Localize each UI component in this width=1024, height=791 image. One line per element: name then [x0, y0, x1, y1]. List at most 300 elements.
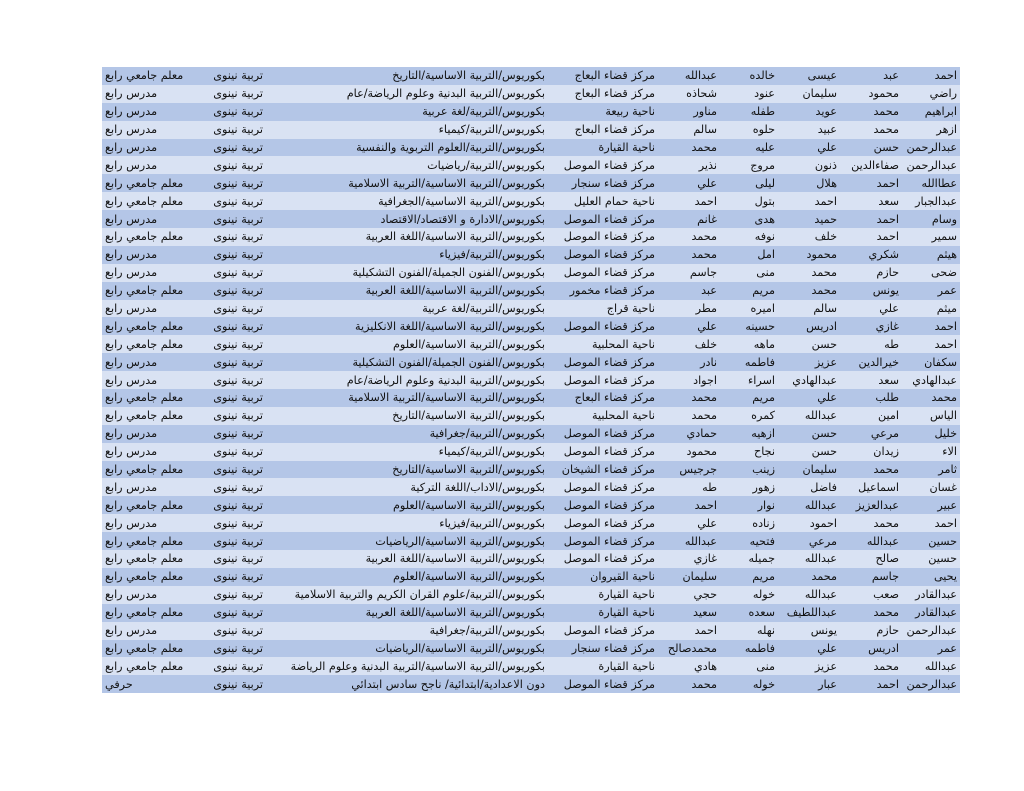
table-row — [102, 622, 960, 640]
cell-qualification: بكوريوس/الادارة و الاقتصاد/الاقتصاد — [266, 210, 548, 228]
cell-mother-father-name: حمادي — [658, 425, 720, 443]
table-row — [102, 174, 960, 192]
cell-grandfather-name: عبدالهادي — [778, 371, 840, 389]
cell-job-title: معلم جامعي رابع — [102, 192, 198, 210]
cell-father-name: ادريس — [840, 640, 902, 658]
cell-mother-father-name: محمد — [658, 389, 720, 407]
cell-grandfather-name: عبدالله — [778, 586, 840, 604]
cell-qualification: بكوريوس/التربية البدنية وعلوم الرياضة/عام — [266, 371, 548, 389]
cell-mother-father-name: سعيد — [658, 604, 720, 622]
cell-qualification: بكوريوس/التربية الاساسية/العلوم — [266, 496, 548, 514]
cell-directorate: تربية نينوى — [198, 67, 266, 85]
cell-grandfather-name: عويد — [778, 103, 840, 121]
cell-father-name: سعد — [840, 192, 902, 210]
cell-father-name: احمد — [840, 675, 902, 693]
table-row — [102, 156, 960, 174]
table-row — [102, 121, 960, 139]
table-row — [102, 461, 960, 479]
cell-qualification: بكوريوس/التربية الاساسية/التاريخ — [266, 461, 548, 479]
cell-qualification: بكوريوس/التربية الاساسية/الرياضيات — [266, 532, 548, 550]
cell-job-title: مدرس رابع — [102, 210, 198, 228]
cell-grandfather-name: علي — [778, 389, 840, 407]
cell-location: مركز قضاء الموصل — [548, 246, 658, 264]
cell-mother-father-name: عبدالله — [658, 532, 720, 550]
cell-father-name: عبد — [840, 67, 902, 85]
cell-directorate: تربية نينوى — [198, 461, 266, 479]
cell-directorate: تربية نينوى — [198, 300, 266, 318]
cell-grandfather-name: حسن — [778, 425, 840, 443]
cell-location: ناحية حمام العليل — [548, 192, 658, 210]
cell-location: مركز قضاء الموصل — [548, 532, 658, 550]
cell-grandfather-name: يونس — [778, 622, 840, 640]
cell-mother-name: فاطمه — [720, 353, 778, 371]
cell-first-name: ضحى — [902, 264, 960, 282]
cell-grandfather-name: علي — [778, 640, 840, 658]
cell-grandfather-name: ادريس — [778, 317, 840, 335]
cell-job-title: مدرس رابع — [102, 425, 198, 443]
cell-location: مركز قضاء البعاج — [548, 85, 658, 103]
cell-mother-name: مروج — [720, 156, 778, 174]
table-row — [102, 228, 960, 246]
cell-mother-father-name: محمد — [658, 675, 720, 693]
cell-mother-father-name: محمد — [658, 407, 720, 425]
table-row — [102, 282, 960, 300]
cell-mother-name: نوفه — [720, 228, 778, 246]
cell-first-name: وسام — [902, 210, 960, 228]
cell-qualification: بكوريوس/التربية الاساسية/التاريخ — [266, 407, 548, 425]
cell-location: ناحية القيارة — [548, 604, 658, 622]
cell-location: مركز قضاء الموصل — [548, 496, 658, 514]
cell-father-name: احمد — [840, 174, 902, 192]
cell-first-name: الاء — [902, 443, 960, 461]
cell-mother-father-name: مناور — [658, 103, 720, 121]
cell-directorate: تربية نينوى — [198, 156, 266, 174]
cell-directorate: تربية نينوى — [198, 550, 266, 568]
cell-father-name: احمد — [840, 210, 902, 228]
cell-first-name: الياس — [902, 407, 960, 425]
cell-job-title: معلم جامعي رابع — [102, 657, 198, 675]
cell-father-name: زيدان — [840, 443, 902, 461]
cell-mother-father-name: حجي — [658, 586, 720, 604]
cell-grandfather-name: عزيز — [778, 353, 840, 371]
cell-job-title: مدرس رابع — [102, 371, 198, 389]
cell-grandfather-name: عبدالله — [778, 496, 840, 514]
cell-mother-name: نهله — [720, 622, 778, 640]
cell-job-title: معلم جامعي رابع — [102, 67, 198, 85]
cell-directorate: تربية نينوى — [198, 478, 266, 496]
cell-mother-father-name: شحاذه — [658, 85, 720, 103]
cell-first-name: احمد — [902, 514, 960, 532]
cell-directorate: تربية نينوى — [198, 443, 266, 461]
cell-qualification: بكوريوس/التربية/رياضيات — [266, 156, 548, 174]
cell-father-name: طه — [840, 335, 902, 353]
cell-father-name: صالح — [840, 550, 902, 568]
cell-job-title: مدرس رابع — [102, 514, 198, 532]
cell-first-name: عبدالرحمن — [902, 156, 960, 174]
table-row — [102, 210, 960, 228]
cell-mother-father-name: غازي — [658, 550, 720, 568]
cell-first-name: عمر — [902, 282, 960, 300]
cell-qualification: بكوريوس/التربية الاساسية/اللغة العربية — [266, 604, 548, 622]
cell-location: مركز قضاء سنجار — [548, 174, 658, 192]
cell-grandfather-name: خلف — [778, 228, 840, 246]
cell-job-title: معلم جامعي رابع — [102, 317, 198, 335]
table-row — [102, 192, 960, 210]
cell-father-name: غازي — [840, 317, 902, 335]
cell-father-name: مرعي — [840, 425, 902, 443]
cell-mother-name: منى — [720, 264, 778, 282]
cell-first-name: عبدالقادر — [902, 604, 960, 622]
cell-job-title: معلم جامعي رابع — [102, 550, 198, 568]
cell-grandfather-name: مرعي — [778, 532, 840, 550]
cell-grandfather-name: عبدالله — [778, 550, 840, 568]
table-row — [102, 264, 960, 282]
table-row — [102, 389, 960, 407]
cell-job-title: معلم جامعي رابع — [102, 282, 198, 300]
cell-qualification: بكوريوس/التربية الاساسية/العلوم — [266, 568, 548, 586]
cell-qualification: بكوريوس/التربية الاساسية/اللغة العربية — [266, 228, 548, 246]
cell-father-name: اسماعيل — [840, 478, 902, 496]
cell-father-name: محمد — [840, 514, 902, 532]
cell-qualification: دون الاعدادية/ابتدائية/ ناجح سادس ابتدائي — [266, 675, 548, 693]
cell-location: مركز قضاء الشيخان — [548, 461, 658, 479]
cell-job-title: مدرس رابع — [102, 103, 198, 121]
cell-location: ناحية المحلبية — [548, 335, 658, 353]
cell-job-title: معلم جامعي رابع — [102, 335, 198, 353]
cell-directorate: تربية نينوى — [198, 389, 266, 407]
cell-mother-father-name: محمد — [658, 246, 720, 264]
cell-first-name: راضي — [902, 85, 960, 103]
cell-mother-father-name: نذير — [658, 156, 720, 174]
cell-qualification: بكوريوس/التربية الاساسية/التاريخ — [266, 67, 548, 85]
cell-directorate: تربية نينوى — [198, 85, 266, 103]
cell-mother-name: نوار — [720, 496, 778, 514]
cell-directorate: تربية نينوى — [198, 103, 266, 121]
cell-qualification: بكوريوس/التربية/العلوم التربوية والنفسية — [266, 139, 548, 157]
cell-mother-name: عنود — [720, 85, 778, 103]
cell-first-name: عطاالله — [902, 174, 960, 192]
table-row — [102, 300, 960, 318]
cell-location: مركز قضاء الموصل — [548, 443, 658, 461]
cell-location: مركز قضاء الموصل — [548, 228, 658, 246]
cell-location: ناحية ربيعة — [548, 103, 658, 121]
cell-qualification: بكوريوس/التربية/فيزياء — [266, 514, 548, 532]
cell-qualification: بكوريوس/الفنون الجميلة/الفنون التشكيلية — [266, 353, 548, 371]
cell-mother-father-name: نادر — [658, 353, 720, 371]
cell-location: ناحية قراج — [548, 300, 658, 318]
cell-mother-father-name: سالم — [658, 121, 720, 139]
table-row — [102, 371, 960, 389]
table-row — [102, 67, 960, 85]
cell-directorate: تربية نينوى — [198, 496, 266, 514]
cell-grandfather-name: حسن — [778, 335, 840, 353]
cell-job-title: معلم جامعي رابع — [102, 532, 198, 550]
table-row — [102, 586, 960, 604]
cell-mother-name: ازهيه — [720, 425, 778, 443]
cell-mother-father-name: محمد — [658, 139, 720, 157]
cell-first-name: محمد — [902, 389, 960, 407]
cell-job-title: مدرس رابع — [102, 300, 198, 318]
cell-qualification: بكوريوس/التربية/جغرافية — [266, 622, 548, 640]
cell-location: مركز قضاء الموصل — [548, 425, 658, 443]
cell-directorate: تربية نينوى — [198, 210, 266, 228]
cell-job-title: معلم جامعي رابع — [102, 461, 198, 479]
cell-qualification: بكوريوس/التربية الاساسية/الرياضيات — [266, 640, 548, 658]
cell-grandfather-name: عبداللطيف — [778, 604, 840, 622]
cell-mother-name: بتول — [720, 192, 778, 210]
cell-father-name: حازم — [840, 622, 902, 640]
cell-directorate: تربية نينوى — [198, 174, 266, 192]
cell-directorate: تربية نينوى — [198, 139, 266, 157]
cell-location: مركز قضاء الموصل — [548, 156, 658, 174]
cell-job-title: مدرس رابع — [102, 85, 198, 103]
cell-grandfather-name: محمد — [778, 264, 840, 282]
cell-mother-father-name: غانم — [658, 210, 720, 228]
cell-job-title: مدرس رابع — [102, 586, 198, 604]
cell-qualification: بكوريوس/التربية الاساسية/التربية البدنية وعلوم الرياضة — [266, 657, 548, 675]
cell-mother-father-name: عبدالله — [658, 67, 720, 85]
cell-mother-father-name: احمد — [658, 496, 720, 514]
cell-job-title: مدرس رابع — [102, 622, 198, 640]
cell-qualification: بكوريوس/التربية الاساسية/اللغة الانكليزية — [266, 317, 548, 335]
table-row — [102, 478, 960, 496]
cell-directorate: تربية نينوى — [198, 228, 266, 246]
table-row — [102, 514, 960, 532]
cell-first-name: ثامر — [902, 461, 960, 479]
cell-father-name: عبدالله — [840, 532, 902, 550]
cell-father-name: سعد — [840, 371, 902, 389]
cell-mother-name: جميله — [720, 550, 778, 568]
cell-grandfather-name: ذنون — [778, 156, 840, 174]
cell-job-title: مدرس رابع — [102, 156, 198, 174]
cell-qualification: بكوريوس/الاداب/اللغة التركية — [266, 478, 548, 496]
cell-grandfather-name: محمود — [778, 246, 840, 264]
cell-first-name: احمد — [902, 335, 960, 353]
cell-mother-father-name: سليمان — [658, 568, 720, 586]
cell-father-name: صعب — [840, 586, 902, 604]
cell-directorate: تربية نينوى — [198, 425, 266, 443]
cell-location: مركز قضاء الموصل — [548, 264, 658, 282]
cell-mother-father-name: مطر — [658, 300, 720, 318]
cell-qualification: بكوريوس/التربية الاساسية/اللغة العربية — [266, 550, 548, 568]
cell-father-name: محمود — [840, 85, 902, 103]
cell-first-name: عبير — [902, 496, 960, 514]
cell-mother-name: خوله — [720, 586, 778, 604]
cell-mother-father-name: علي — [658, 317, 720, 335]
cell-grandfather-name: حميد — [778, 210, 840, 228]
cell-father-name: حسن — [840, 139, 902, 157]
cell-directorate: تربية نينوى — [198, 121, 266, 139]
cell-location: ناحية القيارة — [548, 139, 658, 157]
cell-job-title: معلم جامعي رابع — [102, 174, 198, 192]
cell-grandfather-name: عبار — [778, 675, 840, 693]
table-row — [102, 604, 960, 622]
table-row — [102, 353, 960, 371]
cell-first-name: عبدالقادر — [902, 586, 960, 604]
cell-location: مركز قضاء الموصل — [548, 371, 658, 389]
cell-first-name: سكفان — [902, 353, 960, 371]
cell-location: مركز قضاء الموصل — [548, 550, 658, 568]
table-row — [102, 640, 960, 658]
cell-qualification: بكوريوس/التربية البدنية وعلوم الرياضة/عام — [266, 85, 548, 103]
cell-job-title: معلم جامعي رابع — [102, 228, 198, 246]
cell-location: مركز قضاء مخمور — [548, 282, 658, 300]
cell-location: ناحية القيروان — [548, 568, 658, 586]
cell-father-name: امين — [840, 407, 902, 425]
table-row — [102, 317, 960, 335]
cell-mother-name: زناده — [720, 514, 778, 532]
cell-mother-father-name: هادي — [658, 657, 720, 675]
cell-directorate: تربية نينوى — [198, 514, 266, 532]
cell-grandfather-name: حسن — [778, 443, 840, 461]
cell-mother-name: سعده — [720, 604, 778, 622]
employee-table — [102, 67, 960, 693]
cell-first-name: خليل — [902, 425, 960, 443]
cell-directorate: تربية نينوى — [198, 264, 266, 282]
cell-first-name: احمد — [902, 317, 960, 335]
table-row — [102, 335, 960, 353]
cell-mother-name: عليه — [720, 139, 778, 157]
cell-father-name: محمد — [840, 103, 902, 121]
cell-father-name: محمد — [840, 461, 902, 479]
cell-directorate: تربية نينوى — [198, 371, 266, 389]
cell-father-name: صفاءالدين — [840, 156, 902, 174]
cell-directorate: تربية نينوى — [198, 604, 266, 622]
cell-grandfather-name: عزيز — [778, 657, 840, 675]
cell-location: مركز قضاء الموصل — [548, 353, 658, 371]
cell-location: مركز قضاء سنجار — [548, 640, 658, 658]
cell-first-name: هيثم — [902, 246, 960, 264]
cell-location: ناحية المحلبية — [548, 407, 658, 425]
cell-job-title: معلم جامعي رابع — [102, 407, 198, 425]
cell-location: مركز قضاء الموصل — [548, 317, 658, 335]
cell-grandfather-name: احمود — [778, 514, 840, 532]
table-row — [102, 568, 960, 586]
cell-job-title: مدرس رابع — [102, 121, 198, 139]
cell-directorate: تربية نينوى — [198, 675, 266, 693]
cell-mother-name: مريم — [720, 389, 778, 407]
cell-first-name: عمر — [902, 640, 960, 658]
table-row — [102, 657, 960, 675]
cell-directorate: تربية نينوى — [198, 532, 266, 550]
cell-qualification: بكوريوس/التربية الاساسية/التربية الاسلامية — [266, 174, 548, 192]
cell-first-name: يحيى — [902, 568, 960, 586]
cell-mother-name: ماهه — [720, 335, 778, 353]
cell-job-title: معلم جامعي رابع — [102, 496, 198, 514]
cell-mother-name: حلوه — [720, 121, 778, 139]
cell-first-name: عبدالرحمن — [902, 139, 960, 157]
cell-father-name: حازم — [840, 264, 902, 282]
cell-location: مركز قضاء الموصل — [548, 622, 658, 640]
cell-mother-name: زينب — [720, 461, 778, 479]
cell-mother-name: مريم — [720, 568, 778, 586]
cell-job-title: مدرس رابع — [102, 478, 198, 496]
cell-qualification: بكوريوس/التربية الاساسية/اللغة العربية — [266, 282, 548, 300]
cell-directorate: تربية نينوى — [198, 353, 266, 371]
cell-directorate: تربية نينوى — [198, 657, 266, 675]
cell-mother-name: خالده — [720, 67, 778, 85]
cell-directorate: تربية نينوى — [198, 407, 266, 425]
cell-father-name: احمد — [840, 228, 902, 246]
cell-father-name: محمد — [840, 604, 902, 622]
cell-location: مركز قضاء الموصل — [548, 210, 658, 228]
cell-mother-name: اسراء — [720, 371, 778, 389]
table-row — [102, 139, 960, 157]
table-row — [102, 85, 960, 103]
cell-first-name: احمد — [902, 67, 960, 85]
cell-grandfather-name: سالم — [778, 300, 840, 318]
table-row — [102, 425, 960, 443]
cell-grandfather-name: سليمان — [778, 461, 840, 479]
cell-mother-name: طفله — [720, 103, 778, 121]
cell-job-title: معلم جامعي رابع — [102, 568, 198, 586]
cell-location: مركز قضاء البعاج — [548, 389, 658, 407]
cell-grandfather-name: علي — [778, 139, 840, 157]
cell-father-name: طلب — [840, 389, 902, 407]
cell-father-name: خيرالدين — [840, 353, 902, 371]
cell-directorate: تربية نينوى — [198, 568, 266, 586]
cell-first-name: ابراهيم — [902, 103, 960, 121]
cell-grandfather-name: محمد — [778, 568, 840, 586]
cell-qualification: بكوريوس/الفنون الجميلة/الفنون التشكيلية — [266, 264, 548, 282]
cell-grandfather-name: احمد — [778, 192, 840, 210]
cell-job-title: مدرس رابع — [102, 353, 198, 371]
cell-mother-name: ليلى — [720, 174, 778, 192]
cell-qualification: بكوريوس/التربية الاساسية/العلوم — [266, 335, 548, 353]
cell-mother-father-name: جاسم — [658, 264, 720, 282]
table-row — [102, 443, 960, 461]
cell-first-name: عبدالجبار — [902, 192, 960, 210]
cell-grandfather-name: محمد — [778, 282, 840, 300]
cell-mother-name: اميره — [720, 300, 778, 318]
cell-location: مركز قضاء البعاج — [548, 67, 658, 85]
cell-qualification: بكوريوس/التربية/كيمياء — [266, 121, 548, 139]
table-row — [102, 532, 960, 550]
cell-mother-father-name: محمدصالح — [658, 640, 720, 658]
cell-mother-name: فاطمه — [720, 640, 778, 658]
cell-location: ناحية القيارة — [548, 586, 658, 604]
cell-mother-name: خوله — [720, 675, 778, 693]
cell-mother-name: منى — [720, 657, 778, 675]
cell-mother-father-name: محمود — [658, 443, 720, 461]
cell-mother-name: فتحيه — [720, 532, 778, 550]
cell-first-name: ازهر — [902, 121, 960, 139]
table-row — [102, 496, 960, 514]
cell-mother-name: مريم — [720, 282, 778, 300]
cell-location: مركز قضاء الموصل — [548, 514, 658, 532]
cell-directorate: تربية نينوى — [198, 192, 266, 210]
cell-qualification: بكوريوس/التربية/كيمياء — [266, 443, 548, 461]
cell-job-title: مدرس رابع — [102, 264, 198, 282]
cell-mother-father-name: محمد — [658, 228, 720, 246]
cell-first-name: سمير — [902, 228, 960, 246]
cell-directorate: تربية نينوى — [198, 246, 266, 264]
cell-grandfather-name: سليمان — [778, 85, 840, 103]
cell-directorate: تربية نينوى — [198, 317, 266, 335]
cell-grandfather-name: عبدالله — [778, 407, 840, 425]
cell-directorate: تربية نينوى — [198, 586, 266, 604]
cell-father-name: شكري — [840, 246, 902, 264]
cell-grandfather-name: عبيد — [778, 121, 840, 139]
cell-location: مركز قضاء الموصل — [548, 675, 658, 693]
cell-qualification: بكوريوس/التربية/لغة عربية — [266, 300, 548, 318]
cell-directorate: تربية نينوى — [198, 622, 266, 640]
cell-first-name: عبدالرحمن — [902, 675, 960, 693]
cell-job-title: حرفي — [102, 675, 198, 693]
cell-mother-father-name: علي — [658, 174, 720, 192]
table-row — [102, 407, 960, 425]
cell-qualification: بكوريوس/التربية/جغرافية — [266, 425, 548, 443]
